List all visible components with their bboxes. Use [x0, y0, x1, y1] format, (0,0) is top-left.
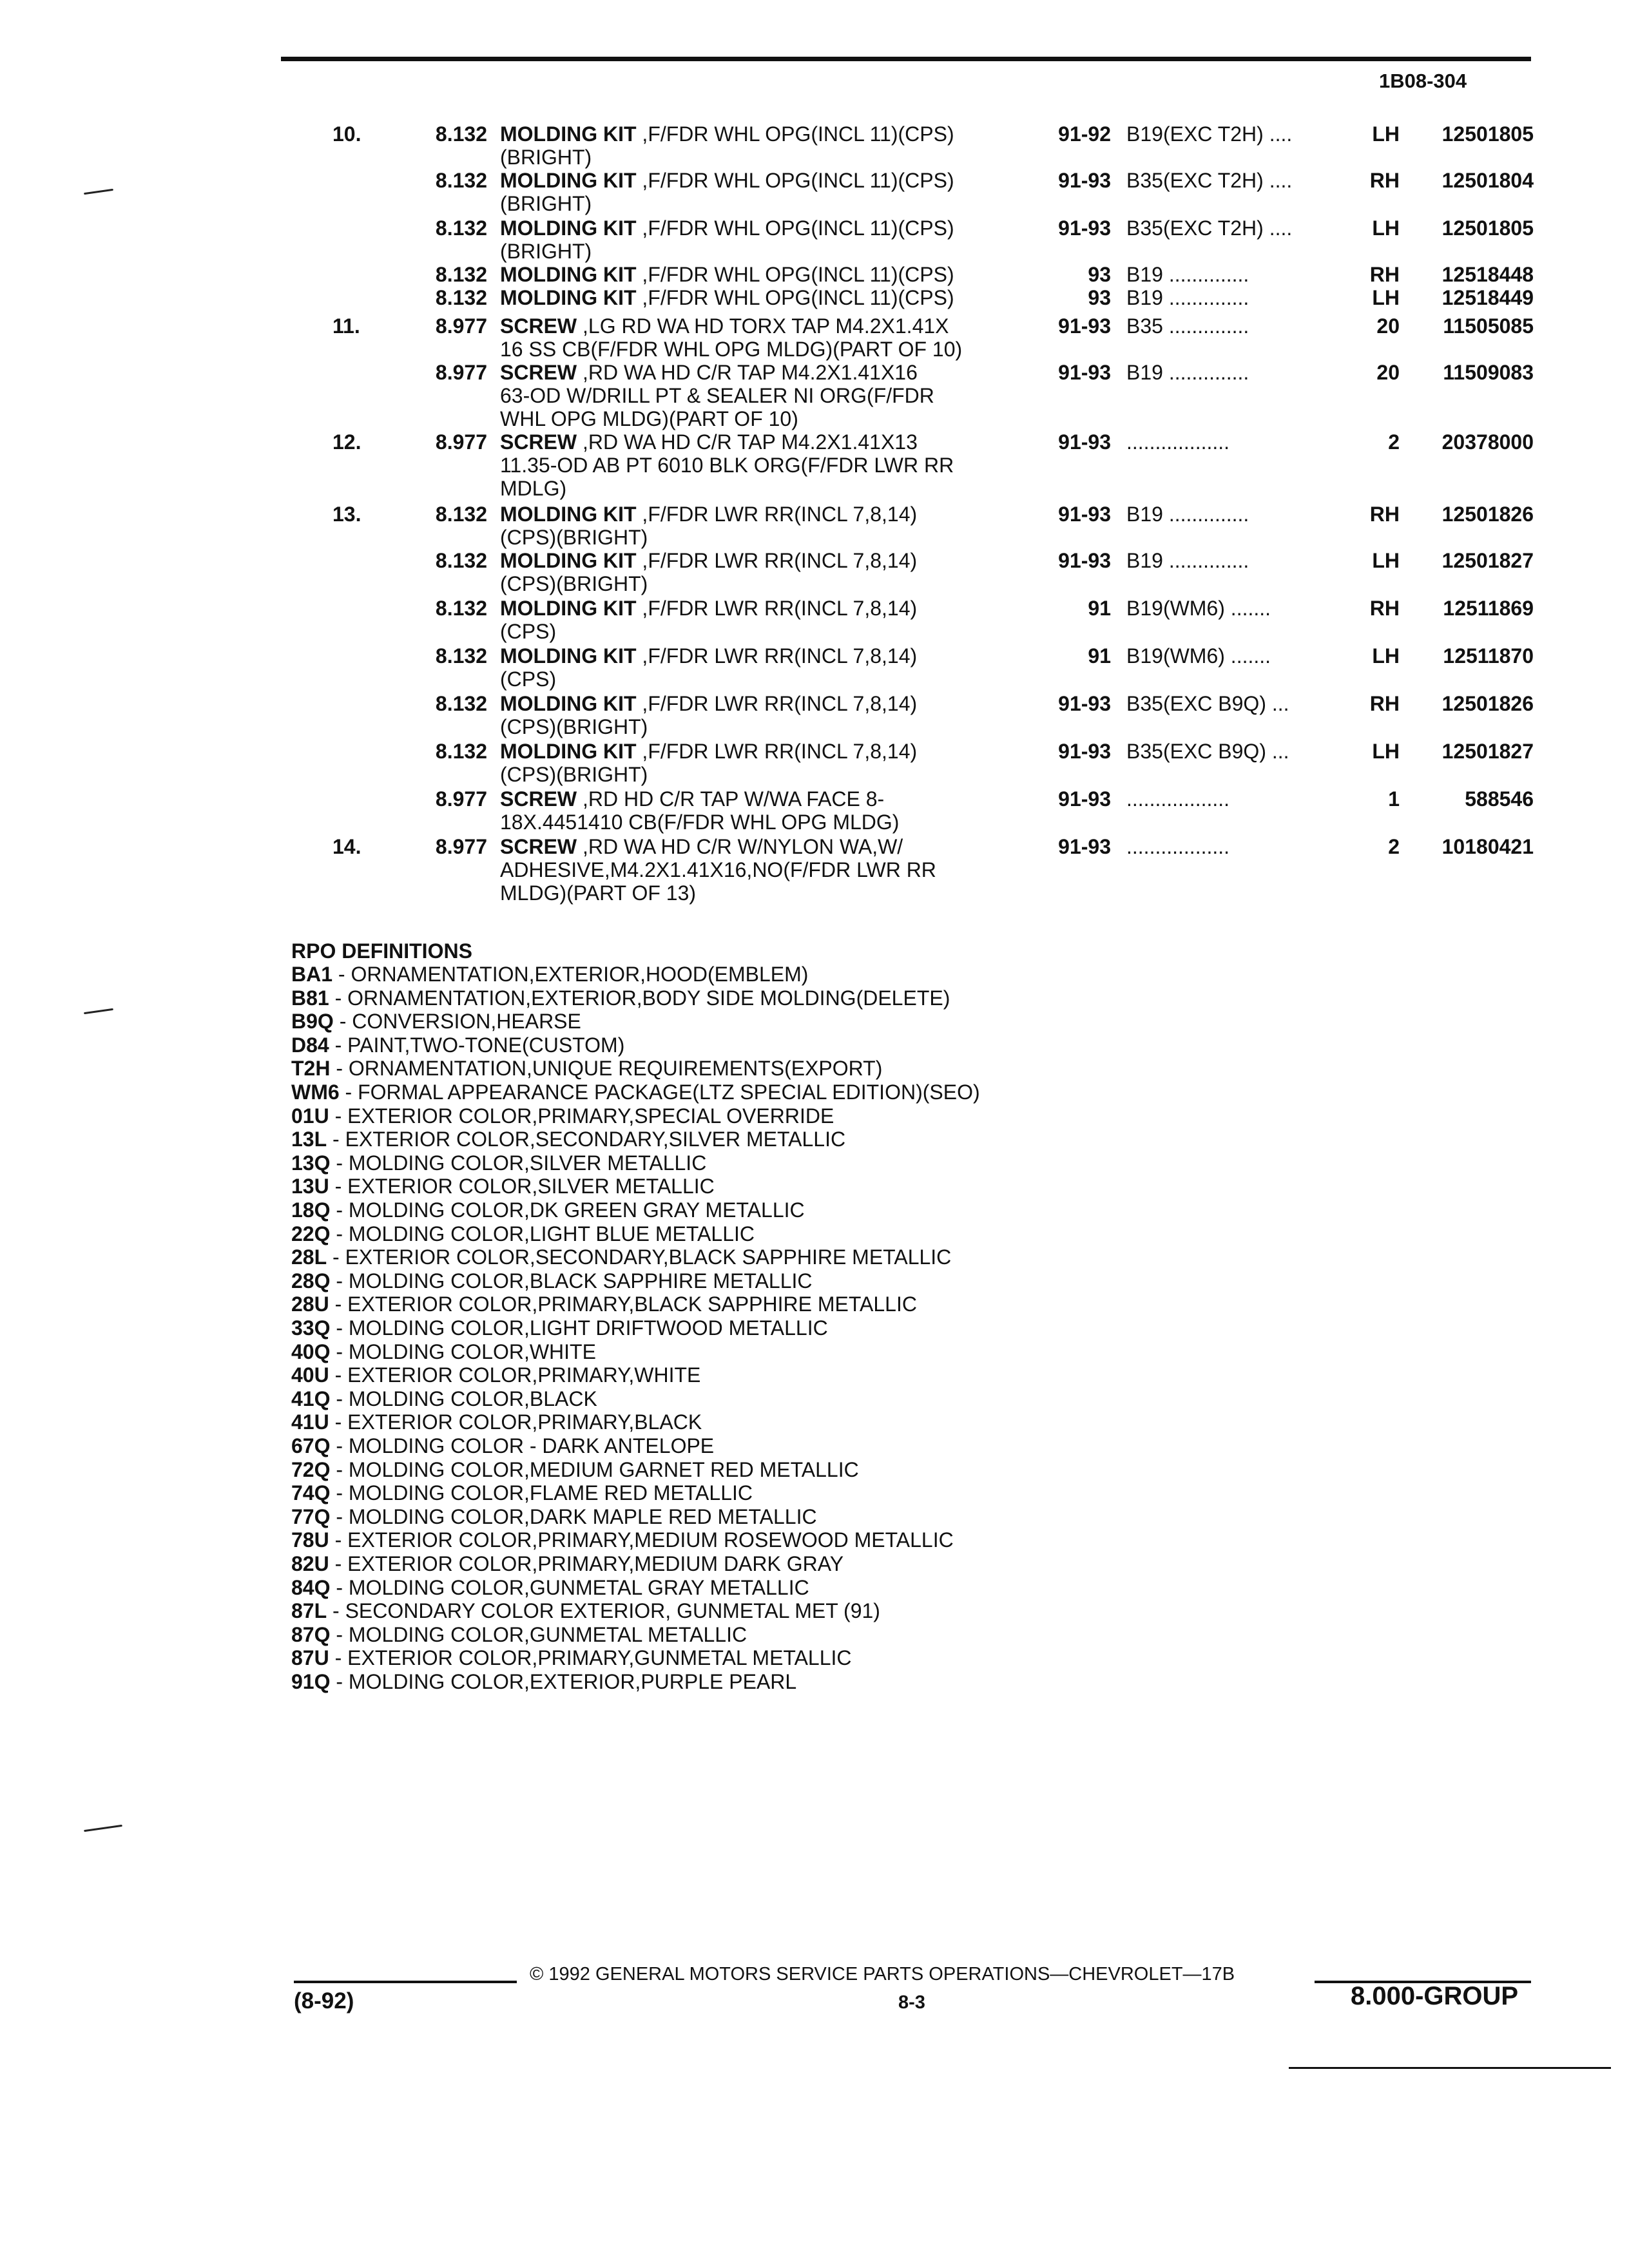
rpo-code: 78U [291, 1528, 329, 1552]
part-description [500, 644, 1035, 691]
part-name: MOLDING KIT [500, 740, 637, 763]
part-number: 12501804 [1441, 169, 1534, 192]
rpo-definition [291, 1293, 917, 1316]
part-description [500, 169, 1035, 215]
page-id: 1B08-304 [1379, 70, 1467, 92]
part-description [500, 835, 1035, 905]
group-number: 8.132 [435, 740, 487, 763]
group-number: 8.977 [435, 835, 487, 858]
rpo-code: D84 [291, 1033, 329, 1057]
description-line: ADHESIVE,M4.2X1.41X16,NO(F/FDR LWR RR [500, 858, 936, 881]
rpo-description: - ORNAMENTATION,EXTERIOR,HOOD(EMBLEM) [333, 963, 809, 986]
part-name: SCREW [500, 787, 577, 811]
rpo-description: - MOLDING COLOR,DARK MAPLE RED METALLIC [330, 1505, 817, 1528]
part-number: 12518448 [1441, 263, 1534, 286]
group-number: 8.132 [435, 286, 487, 309]
group-number: 8.977 [435, 361, 487, 384]
rpo-description: - MOLDING COLOR,LIGHT DRIFTWOOD METALLIC [330, 1316, 828, 1340]
model-usage: B19 .............. [1126, 286, 1249, 309]
description-line: (CPS)(BRIGHT) [500, 715, 648, 738]
part-name: MOLDING KIT [500, 549, 637, 572]
description-line: ,RD HD C/R TAP W/WA FACE 8- [583, 787, 885, 811]
footer-copyright: © 1992 GENERAL MOTORS SERVICE PARTS OPERATIONS—CHEVROLET—17B [530, 1964, 1235, 1984]
group-number: 8.132 [435, 503, 487, 526]
description-line: (BRIGHT) [500, 240, 592, 263]
table-row [0, 216, 1629, 268]
rpo-description: - FORMAL APPEARANCE PACKAGE(LTZ SPECIAL EDITION)(SEO) [339, 1081, 980, 1104]
part-description [500, 787, 1035, 834]
rpo-code: 91Q [291, 1670, 331, 1693]
description-line: (CPS)(BRIGHT) [500, 763, 648, 786]
group-number: 8.132 [435, 549, 487, 572]
rpo-definition [291, 1458, 859, 1481]
side-or-quantity: LH [1372, 216, 1400, 240]
table-row [0, 740, 1629, 791]
side-or-quantity: LH [1372, 122, 1400, 146]
footer-group: 8.000-GROUP [1351, 1982, 1519, 2010]
rpo-heading: RPO DEFINITIONS [291, 939, 472, 963]
rpo-code: 82U [291, 1552, 329, 1575]
description-line: (BRIGHT) [500, 146, 592, 169]
rpo-definition [291, 963, 808, 986]
part-name: MOLDING KIT [500, 692, 637, 715]
rpo-description: - EXTERIOR COLOR,SILVER METALLIC [329, 1175, 715, 1198]
part-number: 12501805 [1441, 216, 1534, 240]
table-row [0, 644, 1629, 696]
description-line: ,F/FDR WHL OPG(INCL 11)(CPS) [642, 169, 954, 192]
description-line: ,RD WA HD C/R TAP M4.2X1.41X16 [583, 361, 918, 384]
rpo-code: 87Q [291, 1623, 331, 1646]
rpo-definition [291, 1010, 581, 1033]
rpo-definition [291, 1646, 852, 1669]
model-years: 93 [1088, 286, 1111, 309]
rpo-description: - MOLDING COLOR,BLACK [330, 1387, 597, 1410]
rpo-code: 41U [291, 1410, 329, 1434]
rpo-description: - MOLDING COLOR,DK GREEN GRAY METALLIC [330, 1198, 805, 1222]
part-number: 12501826 [1441, 503, 1534, 526]
rpo-code: B81 [291, 986, 329, 1010]
model-usage: B19(WM6) ....... [1126, 644, 1271, 668]
rpo-description: - MOLDING COLOR,MEDIUM GARNET RED METALLIC [330, 1458, 859, 1481]
part-description [500, 740, 1035, 786]
rpo-definition [291, 1081, 980, 1104]
part-description [500, 361, 1035, 430]
rpo-description: - SECONDARY COLOR EXTERIOR, GUNMETAL MET (91) [327, 1599, 880, 1622]
rpo-description: - EXTERIOR COLOR,PRIMARY,BLACK SAPPHIRE METALLIC [329, 1293, 917, 1316]
table-row [0, 430, 1629, 500]
part-number: 12501826 [1441, 692, 1534, 715]
part-name: MOLDING KIT [500, 122, 637, 146]
model-usage: B35 .............. [1126, 314, 1249, 338]
group-number: 8.132 [435, 216, 487, 240]
description-line: (BRIGHT) [500, 192, 592, 215]
part-number: 588546 [1465, 787, 1534, 811]
rpo-description: - MOLDING COLOR,BLACK SAPPHIRE METALLIC [330, 1269, 813, 1293]
description-line: (CPS) [500, 620, 557, 643]
rpo-definition [291, 1434, 714, 1457]
model-usage: .................. [1126, 787, 1230, 811]
model-years: 91-92 [1058, 122, 1111, 146]
side-or-quantity: 1 [1388, 787, 1400, 811]
table-row [0, 361, 1629, 430]
rpo-code: 84Q [291, 1576, 331, 1599]
description-line: 16 SS CB(F/FDR WHL OPG MLDG)(PART OF 10) [500, 338, 963, 361]
model-usage: B19(EXC T2H) .... [1126, 122, 1293, 146]
description-line: (CPS)(BRIGHT) [500, 526, 648, 549]
description-line: ,F/FDR LWR RR(INCL 7,8,14) [642, 503, 918, 526]
part-description [500, 430, 1035, 500]
header-rule [281, 57, 1531, 61]
description-line: MDLG) [500, 477, 567, 500]
part-description [500, 549, 1035, 595]
rpo-description: - MOLDING COLOR,WHITE [330, 1340, 596, 1363]
table-row [0, 169, 1629, 220]
rpo-code: 67Q [291, 1434, 331, 1457]
part-description [500, 286, 1035, 309]
rpo-code: 87U [291, 1646, 329, 1669]
model-usage: B35(EXC T2H) .... [1126, 169, 1293, 192]
group-number: 8.132 [435, 263, 487, 286]
group-number: 8.977 [435, 430, 487, 454]
part-description [500, 597, 1035, 643]
rpo-description: - ORNAMENTATION,UNIQUE REQUIREMENTS(EXPORT) [330, 1057, 883, 1080]
rpo-description: - MOLDING COLOR,GUNMETAL METALLIC [330, 1623, 747, 1646]
part-number: 11509083 [1443, 361, 1534, 384]
side-or-quantity: 2 [1388, 430, 1400, 454]
part-description [500, 122, 1035, 169]
model-usage: B19 .............. [1126, 549, 1249, 572]
group-number: 8.132 [435, 169, 487, 192]
model-usage: B35(EXC T2H) .... [1126, 216, 1293, 240]
rpo-description: - MOLDING COLOR,FLAME RED METALLIC [330, 1481, 753, 1504]
illustration-index: 13. [333, 503, 361, 526]
description-line: ,F/FDR LWR RR(INCL 7,8,14) [642, 740, 918, 763]
rpo-description: - EXTERIOR COLOR,SECONDARY,BLACK SAPPHIRE METALLIC [327, 1245, 952, 1269]
rpo-description: - MOLDING COLOR,SILVER METALLIC [330, 1151, 707, 1175]
table-row [0, 503, 1629, 554]
model-usage: B19 .............. [1126, 503, 1249, 526]
rpo-code: 77Q [291, 1505, 331, 1528]
side-or-quantity: LH [1372, 286, 1400, 309]
rpo-code: T2H [291, 1057, 331, 1080]
model-years: 91-93 [1058, 430, 1111, 454]
part-name: SCREW [500, 430, 577, 454]
footer-rule-left [294, 1981, 517, 1983]
part-description [500, 314, 1035, 361]
rpo-definition [291, 1623, 747, 1646]
part-number: 12501827 [1441, 740, 1534, 763]
part-name: SCREW [500, 361, 577, 384]
rpo-code: 87L [291, 1599, 327, 1622]
model-usage: B19 .............. [1126, 361, 1249, 384]
rpo-code: 33Q [291, 1316, 331, 1340]
rpo-definition [291, 1387, 597, 1410]
rpo-definition [291, 1151, 706, 1175]
rpo-code: 72Q [291, 1458, 331, 1481]
rpo-description: - PAINT,TWO-TONE(CUSTOM) [329, 1033, 625, 1057]
side-or-quantity: 20 [1376, 314, 1400, 338]
part-name: MOLDING KIT [500, 503, 637, 526]
description-line: ,F/FDR LWR RR(INCL 7,8,14) [642, 549, 918, 572]
model-years: 91-93 [1058, 787, 1111, 811]
part-description [500, 263, 1035, 286]
part-description [500, 216, 1035, 263]
model-years: 91-93 [1058, 169, 1111, 192]
part-number: 12501827 [1441, 549, 1534, 572]
rpo-code: 41Q [291, 1387, 331, 1410]
model-usage: B19(WM6) ....... [1126, 597, 1271, 620]
description-line: ,F/FDR LWR RR(INCL 7,8,14) [642, 597, 918, 620]
model-years: 91-93 [1058, 314, 1111, 338]
bottom-rule [1289, 2067, 1611, 2069]
description-line: 63-OD W/DRILL PT & SEALER NI ORG(F/FDR [500, 384, 934, 407]
part-number: 10180421 [1441, 835, 1534, 858]
rpo-description: - MOLDING COLOR - DARK ANTELOPE [330, 1434, 715, 1457]
table-row [0, 549, 1629, 601]
rpo-code: 40Q [291, 1340, 331, 1363]
rpo-definition [291, 986, 950, 1010]
rpo-definition [291, 1269, 813, 1293]
rpo-description: - EXTERIOR COLOR,SECONDARY,SILVER METALLIC [327, 1128, 846, 1151]
model-years: 91 [1088, 644, 1111, 668]
description-line: ,F/FDR WHL OPG(INCL 11)(CPS) [642, 216, 954, 240]
rpo-description: - MOLDING COLOR,LIGHT BLUE METALLIC [330, 1222, 755, 1245]
group-number: 8.977 [435, 787, 487, 811]
side-or-quantity: 20 [1376, 361, 1400, 384]
part-number: 12511869 [1443, 597, 1534, 620]
group-number: 8.132 [435, 692, 487, 715]
part-name: MOLDING KIT [500, 644, 637, 668]
part-name: MOLDING KIT [500, 597, 637, 620]
table-row [0, 122, 1629, 174]
description-line: WHL OPG MLDG)(PART OF 10) [500, 407, 798, 430]
side-or-quantity: 2 [1388, 835, 1400, 858]
rpo-definition [291, 1033, 624, 1057]
part-number: 11505085 [1443, 314, 1534, 338]
model-years: 91 [1088, 597, 1111, 620]
description-line: (CPS)(BRIGHT) [500, 572, 648, 595]
illustration-index: 11. [333, 314, 360, 338]
model-years: 91-93 [1058, 692, 1111, 715]
rpo-definition [291, 1340, 596, 1363]
rpo-code: 18Q [291, 1198, 331, 1222]
side-or-quantity: LH [1372, 740, 1400, 763]
rpo-definition [291, 1104, 834, 1128]
part-name: SCREW [500, 314, 577, 338]
part-name: MOLDING KIT [500, 216, 637, 240]
rpo-description: - EXTERIOR COLOR,PRIMARY,WHITE [329, 1363, 701, 1387]
rpo-description: - EXTERIOR COLOR,PRIMARY,BLACK [329, 1410, 702, 1434]
part-number: 12511870 [1443, 644, 1534, 668]
description-line: 18X.4451410 CB(F/FDR WHL OPG MLDG) [500, 811, 900, 834]
rpo-code: 28Q [291, 1269, 331, 1293]
rpo-code: BA1 [291, 963, 333, 986]
margin-mark [84, 1008, 113, 1014]
model-years: 91-93 [1058, 549, 1111, 572]
rpo-definition [291, 1410, 702, 1434]
model-usage: .................. [1126, 835, 1230, 858]
rpo-code: 13U [291, 1175, 329, 1198]
rpo-definition [291, 1198, 805, 1222]
rpo-code: 13Q [291, 1151, 331, 1175]
rpo-code: B9Q [291, 1010, 334, 1033]
rpo-code: 28L [291, 1245, 327, 1269]
rpo-description: - EXTERIOR COLOR,PRIMARY,GUNMETAL METALLIC [329, 1646, 852, 1669]
description-line: (CPS) [500, 668, 557, 691]
rpo-description: - EXTERIOR COLOR,PRIMARY,SPECIAL OVERRIDE [329, 1104, 834, 1128]
footer-date: (8-92) [294, 1988, 354, 2013]
side-or-quantity: RH [1369, 503, 1400, 526]
rpo-definition [291, 1128, 845, 1151]
model-years: 91-93 [1058, 361, 1111, 384]
model-years: 91-93 [1058, 216, 1111, 240]
group-number: 8.132 [435, 122, 487, 146]
rpo-definition [291, 1552, 843, 1575]
description-line: ,F/FDR WHL OPG(INCL 11)(CPS) [642, 286, 954, 309]
rpo-code: 22Q [291, 1222, 331, 1245]
model-usage: .................. [1126, 430, 1230, 454]
part-name: SCREW [500, 835, 577, 858]
rpo-definition [291, 1057, 882, 1080]
part-number: 20378000 [1441, 430, 1534, 454]
rpo-definition [291, 1670, 796, 1693]
rpo-description: - CONVERSION,HEARSE [333, 1010, 581, 1033]
rpo-definition [291, 1316, 828, 1340]
part-name: MOLDING KIT [500, 169, 637, 192]
model-years: 91-93 [1058, 740, 1111, 763]
rpo-definition [291, 1505, 817, 1528]
description-line: ,F/FDR LWR RR(INCL 7,8,14) [642, 644, 918, 668]
description-line: ,F/FDR LWR RR(INCL 7,8,14) [642, 692, 918, 715]
rpo-definition [291, 1576, 809, 1599]
description-line: ,RD WA HD C/R TAP M4.2X1.41X13 [583, 430, 918, 454]
model-years: 93 [1088, 263, 1111, 286]
rpo-definition [291, 1481, 753, 1504]
table-row [0, 597, 1629, 648]
description-line: ,RD WA HD C/R W/NYLON WA,W/ [583, 835, 903, 858]
rpo-description: - EXTERIOR COLOR,PRIMARY,MEDIUM DARK GRAY [329, 1552, 844, 1575]
part-name: MOLDING KIT [500, 263, 637, 286]
margin-mark [84, 1825, 122, 1832]
model-usage: B35(EXC B9Q) ... [1126, 740, 1289, 763]
rpo-description: - ORNAMENTATION,EXTERIOR,BODY SIDE MOLDING(DELETE) [329, 986, 950, 1010]
rpo-description: - MOLDING COLOR,GUNMETAL GRAY METALLIC [330, 1576, 809, 1599]
rpo-description: - EXTERIOR COLOR,PRIMARY,MEDIUM ROSEWOOD METALLIC [329, 1528, 954, 1552]
rpo-definition [291, 1599, 880, 1622]
side-or-quantity: RH [1369, 692, 1400, 715]
table-row [0, 314, 1629, 366]
footer-page-number: 8-3 [898, 1992, 925, 2013]
rpo-definition [291, 1528, 954, 1552]
model-years: 91-93 [1058, 503, 1111, 526]
side-or-quantity: LH [1372, 644, 1400, 668]
table-row [0, 787, 1629, 839]
rpo-code: 01U [291, 1104, 329, 1128]
table-row [0, 835, 1629, 905]
rpo-definition [291, 1245, 951, 1269]
model-usage: B19 .............. [1126, 263, 1249, 286]
description-line: 11.35-OD AB PT 6010 BLK ORG(F/FDR LWR RR [500, 454, 954, 477]
side-or-quantity: RH [1369, 597, 1400, 620]
illustration-index: 12. [333, 430, 361, 454]
rpo-definition [291, 1175, 715, 1198]
description-line: MLDG)(PART OF 13) [500, 881, 697, 905]
group-number: 8.132 [435, 644, 487, 668]
rpo-code: 28U [291, 1293, 329, 1316]
side-or-quantity: LH [1372, 549, 1400, 572]
part-description [500, 692, 1035, 738]
illustration-index: 14. [333, 835, 361, 858]
rpo-code: 13L [291, 1128, 327, 1151]
rpo-definition [291, 1222, 755, 1245]
part-name: MOLDING KIT [500, 286, 637, 309]
part-number: 12518449 [1441, 286, 1534, 309]
illustration-index: 10. [333, 122, 361, 146]
description-line: ,F/FDR WHL OPG(INCL 11)(CPS) [642, 263, 954, 286]
rpo-code: WM6 [291, 1081, 340, 1104]
rpo-description: - MOLDING COLOR,EXTERIOR,PURPLE PEARL [330, 1670, 797, 1693]
description-line: ,F/FDR WHL OPG(INCL 11)(CPS) [642, 122, 954, 146]
model-usage: B35(EXC B9Q) ... [1126, 692, 1289, 715]
group-number: 8.132 [435, 597, 487, 620]
side-or-quantity: RH [1369, 169, 1400, 192]
description-line: ,LG RD WA HD TORX TAP M4.2X1.41X [583, 314, 949, 338]
rpo-code: 40U [291, 1363, 329, 1387]
group-number: 8.977 [435, 314, 487, 338]
rpo-definition [291, 1363, 700, 1387]
part-description [500, 503, 1035, 549]
rpo-code: 74Q [291, 1481, 331, 1504]
part-number: 12501805 [1441, 122, 1534, 146]
table-row [0, 692, 1629, 744]
model-years: 91-93 [1058, 835, 1111, 858]
side-or-quantity: RH [1369, 263, 1400, 286]
